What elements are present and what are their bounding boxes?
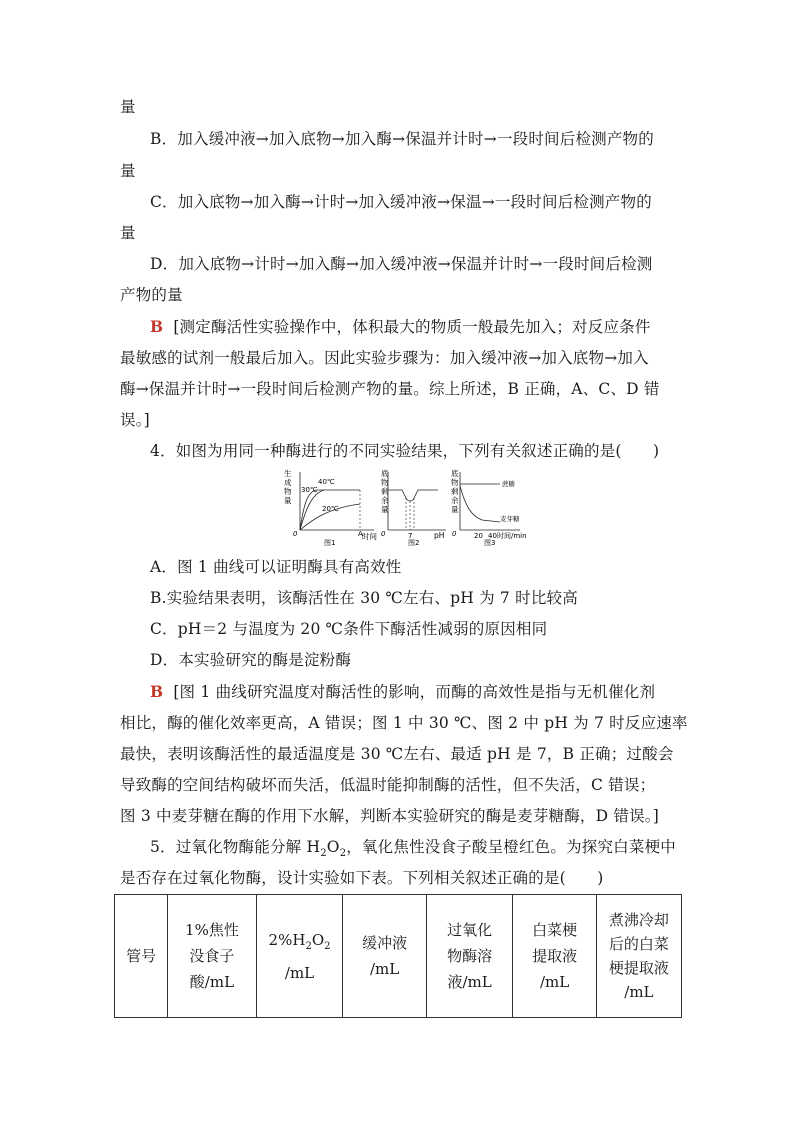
fig3-xtick-20: 20 xyxy=(474,532,483,540)
fig1-ylabel-3: 物 xyxy=(284,487,292,496)
explanation-line: 最敏感的试剂一般最后加入。因此实验步骤为：加入缓冲液→加入底物→加入 xyxy=(120,349,649,367)
header-line: 煮沸冷却 xyxy=(608,911,669,929)
fig3-legend-sucrose: 蔗糖 xyxy=(502,480,515,488)
fig1-label-30c: 30℃ xyxy=(301,486,318,494)
fig1-ylabel-2: 成 xyxy=(284,478,292,487)
table-header-pyrogallol xyxy=(168,895,256,1018)
fig2-ylabel-2: 物 xyxy=(381,478,389,487)
fig1-label-20c: 20℃ xyxy=(322,505,339,513)
question-4-option-c: C．pH＝2 与温度为 20 ℃条件下酶活性减弱的原因相同 xyxy=(150,620,548,638)
table-header-buffer xyxy=(343,895,426,1018)
question-4-option-d: D．本实验研究的酶是淀粉酶 xyxy=(150,651,352,669)
header-line: 过氧化 xyxy=(447,921,493,939)
figure-3 xyxy=(451,468,527,546)
header-line: /mL xyxy=(539,973,570,991)
option-b-continuation: 量 xyxy=(120,162,136,180)
question-5-stem-continuation: 是否存在过氧化物酶，设计实验如下表。下列相关叙述正确的是( ) xyxy=(120,869,604,887)
header-line: 没食子 xyxy=(189,947,235,965)
header-line: /mL xyxy=(369,960,400,978)
header-line: 后的白菜 xyxy=(608,935,669,953)
fig2-ylabel-1: 底 xyxy=(381,469,389,478)
fig1-xmark: A xyxy=(358,530,363,538)
option-a-continuation: 量 xyxy=(120,98,136,116)
q5-subscript: 2 xyxy=(320,848,327,860)
fig1-origin: 0 xyxy=(293,530,298,538)
fig3-ylabel-4: 余 xyxy=(451,496,459,505)
explanation-line: 酶→保温并计时→一段时间后检测产物的量。综上所述，B 正确，A、C、D 错 xyxy=(120,380,660,398)
table-header-h2o2 xyxy=(256,895,343,1018)
table-header-peroxidase-solution xyxy=(426,895,513,1018)
table-header-cabbage-extract xyxy=(513,895,596,1018)
answer-explanation-4 xyxy=(150,682,655,702)
fig2-ylabel-4: 余 xyxy=(381,496,389,505)
option-d-continuation: 产物的量 xyxy=(120,286,183,304)
fig2-caption: 图2 xyxy=(408,539,420,546)
figure-1 xyxy=(284,468,377,546)
fig3-caption: 图3 xyxy=(484,539,496,546)
q5-text-part: ，氧化焦性没食子酸呈橙红色。为探究白菜梗中 xyxy=(346,838,676,856)
option-b: B．加入缓冲液→加入底物→加入酶→保温并计时→一段时间后检测产物的 xyxy=(150,130,654,148)
table-header-boiled-cabbage-extract xyxy=(596,895,681,1018)
explanation-line: 导致酶的空间结构破坏而失活，低温时能抑制酶的活性，但不失活，C 错误； xyxy=(120,776,656,794)
fig2-ylabel-5: 量 xyxy=(381,505,389,514)
question-4-option-b: B.实验结果表明，该酶活性在 30 ℃左右、pH 为 7 时比较高 xyxy=(150,589,578,607)
q5-text-part: O xyxy=(326,838,340,856)
header-line: 梗提取液 xyxy=(608,959,669,977)
explanation-text: [测定酶活性实验操作中，体积最大的物质一般最先加入；对反应条件 xyxy=(173,318,651,336)
option-c: C．加入底物→加入酶→计时→加入缓冲液→保温→一段时间后检测产物的 xyxy=(150,193,652,211)
fig3-xtick-40: 40 xyxy=(488,532,497,540)
fig2-origin: 0 xyxy=(381,530,386,538)
q5-text-part: 5．过氧化物酶能分解 H xyxy=(150,838,321,856)
header-line: 提取液 xyxy=(532,947,578,965)
question-5-stem xyxy=(150,837,676,864)
fig3-ylabel-1: 底 xyxy=(451,469,459,478)
header-line: 酸/mL xyxy=(189,973,235,991)
explanation-line: 误。] xyxy=(120,411,150,429)
table-header-row xyxy=(115,895,682,1018)
figure-2 xyxy=(381,468,446,546)
explanation-text: [图 1 曲线研究温度对酶活性的影响，而酶的高效性是指与无机催化剂 xyxy=(173,683,656,701)
explanation-line: 相比，酶的催化效率更高，A 错误；图 1 中 30 ℃、图 2 中 pH 为 7 时反应速率 xyxy=(120,714,688,732)
explanation-line: 图 3 中麦芽糖在酶的作用下水解，判断本实验研究的酶是麦芽糖酶，D 错误。] xyxy=(120,807,659,825)
header-line: 1%焦性 xyxy=(185,921,239,939)
question-4-option-a: A．图 1 曲线可以证明酶具有高效性 xyxy=(150,558,402,576)
answer-letter: B xyxy=(150,317,164,336)
enzyme-experiment-figure xyxy=(280,468,550,546)
header-line: 物酶溶 xyxy=(447,947,493,965)
table-header-tube-number: 管号 xyxy=(115,895,168,1018)
header-line: 液/mL xyxy=(447,973,492,991)
experiment-table xyxy=(114,894,682,1018)
explanation-line: 最快，表明该酶活性的最适温度是 30 ℃左右、最适 pH 是 7，B 正确；过酸会 xyxy=(120,745,674,763)
header-line: /mL xyxy=(624,983,654,1001)
fig3-ylabel-5: 量 xyxy=(451,505,459,514)
option-c-continuation: 量 xyxy=(120,224,136,242)
q5-subscript: 2 xyxy=(339,848,347,860)
header-line: $2\%H_2O_2$ xyxy=(268,930,331,952)
header-line: 缓冲液 xyxy=(362,934,408,952)
fig3-xlabel: 时间/min xyxy=(497,532,527,540)
fig1-caption: 图1 xyxy=(324,539,336,546)
fig2-ylabel-3: 剩 xyxy=(381,487,389,496)
header-line: 白菜梗 xyxy=(532,921,578,939)
fig1-ylabel-1: 生 xyxy=(284,469,292,478)
question-4-stem: 4．如图为用同一种酶进行的不同实验结果，下列有关叙述正确的是( ) xyxy=(150,442,660,460)
fig1-ylabel-4: 量 xyxy=(284,496,292,505)
answer-explanation-3 xyxy=(150,317,651,337)
fig1-label-40c: 40℃ xyxy=(318,478,335,486)
fig2-xlabel: pH xyxy=(434,531,445,540)
option-d: D．加入底物→计时→加入酶→加入缓冲液→保温并计时→一段时间后检测 xyxy=(150,255,653,273)
fig3-origin: 0 xyxy=(452,530,457,538)
fig1-xlabel: 时间 xyxy=(362,532,377,541)
fig2-xtick-7: 7 xyxy=(408,532,413,540)
fig3-legend-maltose: 麦芽糖 xyxy=(500,515,520,523)
header-line: /mL xyxy=(284,963,315,982)
fig3-ylabel-3: 剩 xyxy=(451,487,459,496)
fig3-ylabel-2: 物 xyxy=(451,478,459,487)
answer-letter: B xyxy=(150,682,164,701)
